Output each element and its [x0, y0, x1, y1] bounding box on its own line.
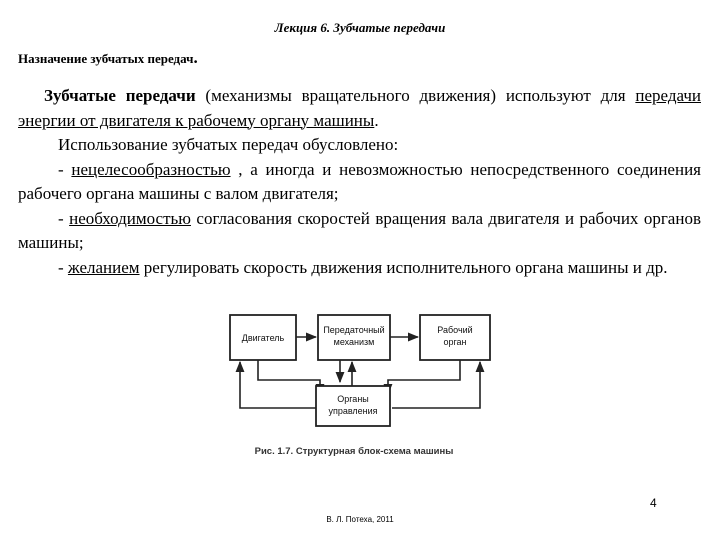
intro-text: (механизмы вращательного движения) используют для	[195, 86, 636, 105]
purpose-underlined: передачи энергии от двигателя к рабочему органу машины	[18, 86, 701, 130]
reason-item-dash: -	[58, 159, 72, 179]
reason-keyword: нецелесообразностью	[71, 159, 231, 179]
diagram-caption: Рис. 1.7. Структурная блок-схема машины	[254, 446, 454, 457]
block-working-label-2: орган	[443, 337, 467, 347]
reason-item-dash: -	[58, 208, 70, 228]
reason-text: , а иногда и невозможностью непосредственного соединения рабочего органа машины с валом двигателя;	[18, 159, 701, 203]
block-control-label-2: управления	[328, 406, 378, 416]
page-number: 4	[650, 496, 657, 510]
arrow-control-to-working	[392, 362, 480, 408]
reason-keyword: желанием	[67, 257, 140, 277]
section-title-period: .	[193, 48, 198, 67]
arrow-control-to-engine	[240, 362, 316, 408]
reason-item-dash: -	[58, 257, 68, 277]
lecture-header: Лекция 6. Зубчатые передачи	[274, 20, 446, 35]
term-gear-transmissions: Зубчатые передачи	[44, 86, 196, 105]
block-working-label-1: Рабочий	[437, 325, 473, 335]
arrow-working-to-control	[388, 360, 460, 394]
block-control-label-1: Органы	[337, 394, 369, 404]
reason-text: согласования скоростей вращения вала двигателя и рабочих органов машины;	[18, 208, 701, 252]
section-title-text: Назначение зубчатых передач	[18, 51, 194, 66]
block-engine-label: Двигатель	[241, 333, 285, 343]
reason-text: регулировать скорость движения исполнительного органа машины и др.	[139, 257, 668, 277]
block-transmission-label-2: механизм	[333, 337, 375, 347]
footer-author: В. Л. Потеха, 2011	[326, 515, 394, 524]
arrow-engine-to-control	[258, 360, 320, 394]
intro-period: .	[374, 110, 379, 130]
block-transmission-label-1: Передаточный	[323, 325, 385, 335]
reason-keyword: необходимостью	[69, 208, 191, 228]
reasons-intro: Использование зубчатых передач обусловлено:	[58, 135, 399, 154]
